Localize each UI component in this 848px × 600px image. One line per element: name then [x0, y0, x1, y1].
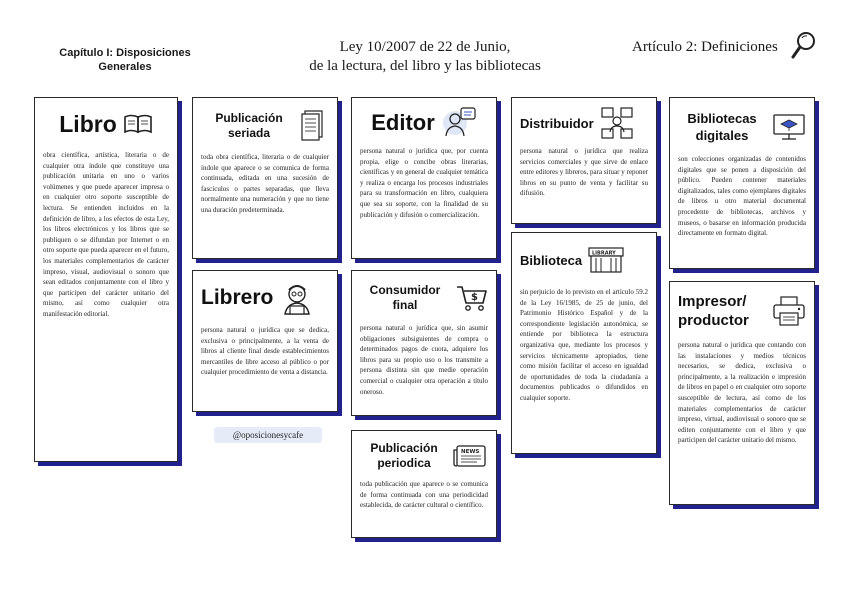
- card-librero: [192, 270, 338, 412]
- card-impresor-productor-title: Impresor/ productor: [678, 293, 749, 329]
- open-book-icon: [123, 113, 153, 135]
- shopping-cart-icon: [456, 283, 488, 313]
- distributor-icon: [600, 106, 634, 140]
- news-icon: [453, 444, 487, 468]
- editor-person-icon: [441, 106, 477, 140]
- newspaper-stack-icon: [299, 109, 325, 143]
- card-distribuidor-title: Distribuidor: [520, 115, 594, 131]
- card-bibliotecas-digitales: [669, 97, 815, 269]
- card-editor-text: persona natural o jurídica que, por cuenta propia, elige o concibe obras literarias, científicas y en general de cualquier temática y realiza o encarga los procesos industriales para su transformación en libro, cualquiera que sea su soporte, con la finalidad de su publicación y difusión o comercialización.: [360, 147, 488, 219]
- card-libro-title: Libro: [59, 110, 117, 137]
- law-title: [260, 38, 590, 76]
- card-libro: [34, 97, 178, 462]
- card-editor-title: Editor: [371, 110, 435, 135]
- card-biblioteca-title: Biblioteca: [520, 252, 583, 268]
- card-publicacion-periodica-title: Publicación periodica: [370, 441, 438, 470]
- card-publicacion-periodica: [351, 430, 497, 538]
- law-title-line1: Ley 10/2007 de 22 de Junio,: [339, 39, 511, 55]
- card-bibliotecas-digitales-text: son colecciones organizadas de contenidos digitales que se ponen a disposición del público. Pueden contener materiales digitalizados, tales como ejemplares digitales de libros u otro material documental procedente de bibliotecas, archivos y museos, o basarse en información producida directamente en formato digital.: [678, 155, 806, 238]
- card-impresor-productor: [669, 281, 815, 505]
- card-publicacion-seriada-title: Publicación seriada: [215, 111, 283, 140]
- card-biblioteca-text: sin perjuicio de lo previsto en el artículo 59.2 de la Ley 16/1985, de 25 de junio, del Patrimonio Histórico Español y de la correspondiente legislación autonómica, se entiende por biblioteca la estructura organizativa que, mediante los procesos y servicios técnicamente apropiados, tiene como misión facilitar el acceso en igualdad de oportunidades de toda la ciudadanía a documentos publicados o difundidos en cualquier soporte.: [520, 288, 648, 402]
- article-heading: Artículo 2: Definiciones: [632, 39, 778, 55]
- printer-icon: [772, 295, 806, 327]
- magnifier-icon: [790, 30, 818, 60]
- card-librero-text: persona natural o jurídica que se dedica, exclusiva o principalmente, a la venta de libros al cliente final desde establecimientos mercantiles de libre acceso al público o por cualquier procedimiento de venta a distancia.: [201, 326, 329, 377]
- author-handle: @oposicionesycafe: [214, 427, 322, 443]
- card-consumidor-final-title: Consumidor final: [369, 283, 441, 312]
- card-distribuidor-text: persona natural o jurídica que realiza servicios comerciales y que sirve de enlace entre editores y libreros, para situar y reponer libros en su punto de venta y facilitar su difusión.: [520, 147, 648, 198]
- card-consumidor-final-text: persona natural o jurídica que, sin asumir obligaciones subsiguientes de compra o determinados pagos de cuota, adquiere los libros para su propio uso o los transmite a persona distinta sin que medie operación comercial o cualquier otra operación a título oneroso.: [360, 324, 488, 396]
- card-publicacion-periodica-text: toda publicación que aparece o se comunica de forma continuada con una periodicidad establecida, de carácter cultural o científico.: [360, 480, 488, 510]
- card-biblioteca: [511, 232, 657, 454]
- card-publicacion-seriada-text: toda obra científica, literaria o de cualquier índole que aparece o se comunica de forma continuada, editada en una sucesión de fascículos o partes separadas, que lleva normalmente una numeración y que no tiene una duración predeterminada.: [201, 153, 329, 214]
- bookseller-icon: [279, 280, 315, 316]
- card-editor: [351, 97, 497, 259]
- svg-text:NEWS: NEWS: [461, 449, 480, 455]
- card-distribuidor: [511, 97, 657, 224]
- library-building-icon: [588, 246, 624, 274]
- chapter-heading: Capítulo I: Disposiciones Generales: [59, 47, 191, 73]
- card-bibliotecas-digitales-title: Bibliotecas digitales: [687, 111, 757, 143]
- card-consumidor-final: [351, 270, 497, 416]
- svg-text:LIBRARY: LIBRARY: [592, 250, 616, 257]
- law-title-line2: de la lectura, del libro y las bibliotecas: [309, 58, 541, 74]
- digital-library-icon: [772, 112, 806, 142]
- card-libro-text: obra científica, artística, literaria o de cualquier otra índole que constituye una publicación unitaria en uno o varios volúmenes y que puede aparecer impresa o en cualquier otro soporte susceptible de lectura. Se entienden incluidos en la definición de libro, a los efectos de esta Ley, los libros electrónicos y los libros que se publiquen o se difundan por Internet o en otro soporte que pueda aparecer en el futuro, los materiales complementarios de carácter impreso, visual, audiovisual o sonoro que sean editados conjuntamente con el libro y que participen del carácter unitario del mismo, así como cualquier otra manifestación editorial.: [43, 151, 169, 318]
- svg-text:$: $: [471, 292, 478, 303]
- card-librero-title: Librero: [201, 286, 274, 309]
- card-impresor-productor-text: persona natural o jurídica que contando con las instalaciones y medios técnicos necesarios, se dedica, exclusiva o principalmente, a la realización e impresión de libros en papel o en cualquier otro soporte susceptible de lectura, así como de los materiales complementarios de carácter impreso, virtual, audiovisual o sonoro que se editen conjuntamente con el libro y que participen del carácter unitario del mismo.: [678, 341, 806, 445]
- card-publicacion-seriada: [192, 97, 338, 259]
